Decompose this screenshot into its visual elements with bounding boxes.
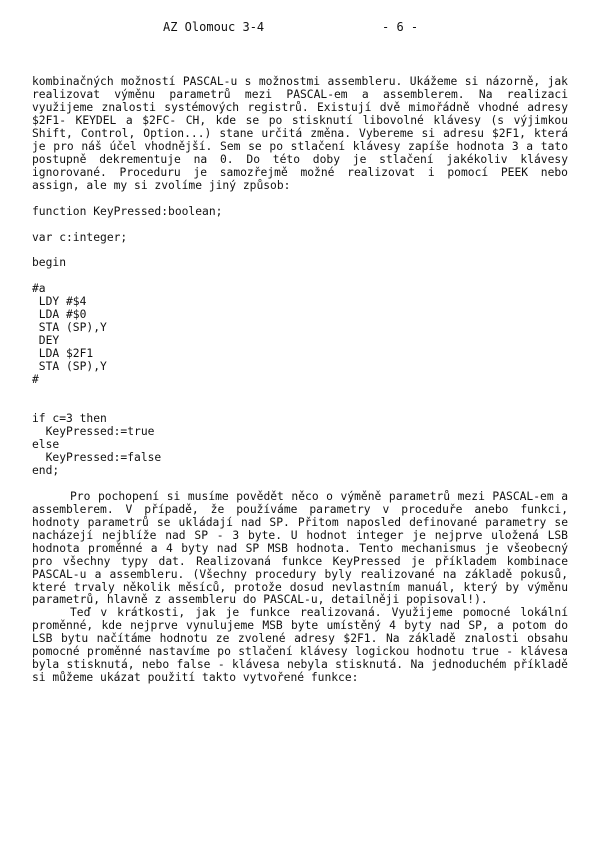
paragraph-parameter-exchange: Pro pochopení si musíme povědět něco o výměně parametrů mezi PASCAL-em a assemblerem. V případě, že používáme parametry v proceduře anebo funkci, hodnoty parametrů se ukládají nad SP. Přitom naposled definované parametry se nacházejí nejblíže nad SP - 3 byte. U hodnot integer je nejprve uložená LSB hodnota proměnné a 4 byty nad SP MSB hodnota. Tento mechanismus je všeobecný pro všechny typy dat. Realizovaná funkce KeyPressed je příkladem kombinace PASCAL-u a assembleru. (Všechny procedury byly realizované na základě pokusů, které trvaly několik měsíců, protože dosud nevlastním manuál, který by výměnu parametrů, hlavně z assembleru do PASCAL-u, detailněji popisoval!). — [32, 489, 568, 607]
header-title: AZ Olomouc 3-4 — [163, 20, 265, 34]
code-line: DEY — [32, 334, 60, 348]
code-begin: begin — [32, 256, 67, 270]
page-header — [0, 20, 600, 36]
code-line: KeyPressed:=false — [32, 450, 162, 464]
code-assembler-block — [32, 283, 568, 387]
code-line: LDA $2F1 — [32, 347, 94, 361]
code-var-declaration: var c:integer; — [32, 230, 128, 244]
code-line: KeyPressed:=true — [32, 425, 155, 439]
code-line: if c=3 then — [32, 412, 107, 426]
paragraph-function-explanation: Teď v krátkosti, jak je funkce realizovaná. Využijeme pomocné lokální proměnné, kde nejprve vynulujeme MSB byte umístěný 4 byty nad SP, a potom do LSB bytu načítáme hodnotu ze zvolené adresy $2F1. Na základě znalosti obsahu pomocné proměnné nastavíme po stlačení klávesy logickou hodnotu true - klávesa byla stisknutá, nebo false - klávesa nebyla stisknutá. Na jednoduchém příkladě si můžeme ukázat použití takto vytvořené funkce: — [32, 606, 568, 685]
paragraph-intro: kombinačných možností PASCAL-u s možnostmi assembleru. Ukážeme si názorně, jak realizovat výměnu parametrů mezi PASCAL-em a assemblerem. Na realizaci využijeme znalosti systémových registrů. Existují dvě mimořádně vhodné adresy $2F1- KEYDEL a $2FC- CH, kde se po stisknutí libovolné klávesy (s výjimkou Shift, Control, Option...) stane určitá změna. Vybereme si adresu $2F1, která je pro náš účel vhodnější. Sem se po stlačení klávesy zapíše hodnota 3 a tato postupně dekrementuje na 0. Do této doby je stlačení jakékoliv klávesy ignorované. Proceduru je samozřejmě možné realizovat i pomocí PEEK nebo assign, ale my si zvolíme jiný způsob: — [32, 75, 568, 192]
code-line: STA (SP),Y — [32, 360, 107, 374]
code-if-block — [32, 413, 568, 478]
code-line: LDY #$4 — [32, 295, 87, 309]
code-line: #a — [32, 282, 46, 296]
code-line: end; — [32, 463, 60, 477]
document-body — [32, 76, 568, 685]
code-line: else — [32, 437, 60, 451]
page-number: - 6 - — [382, 20, 419, 34]
code-line: # — [32, 373, 39, 387]
code-line: STA (SP),Y — [32, 321, 107, 335]
code-function-declaration: function KeyPressed:boolean; — [32, 204, 223, 218]
code-line: LDA #$0 — [32, 308, 87, 322]
